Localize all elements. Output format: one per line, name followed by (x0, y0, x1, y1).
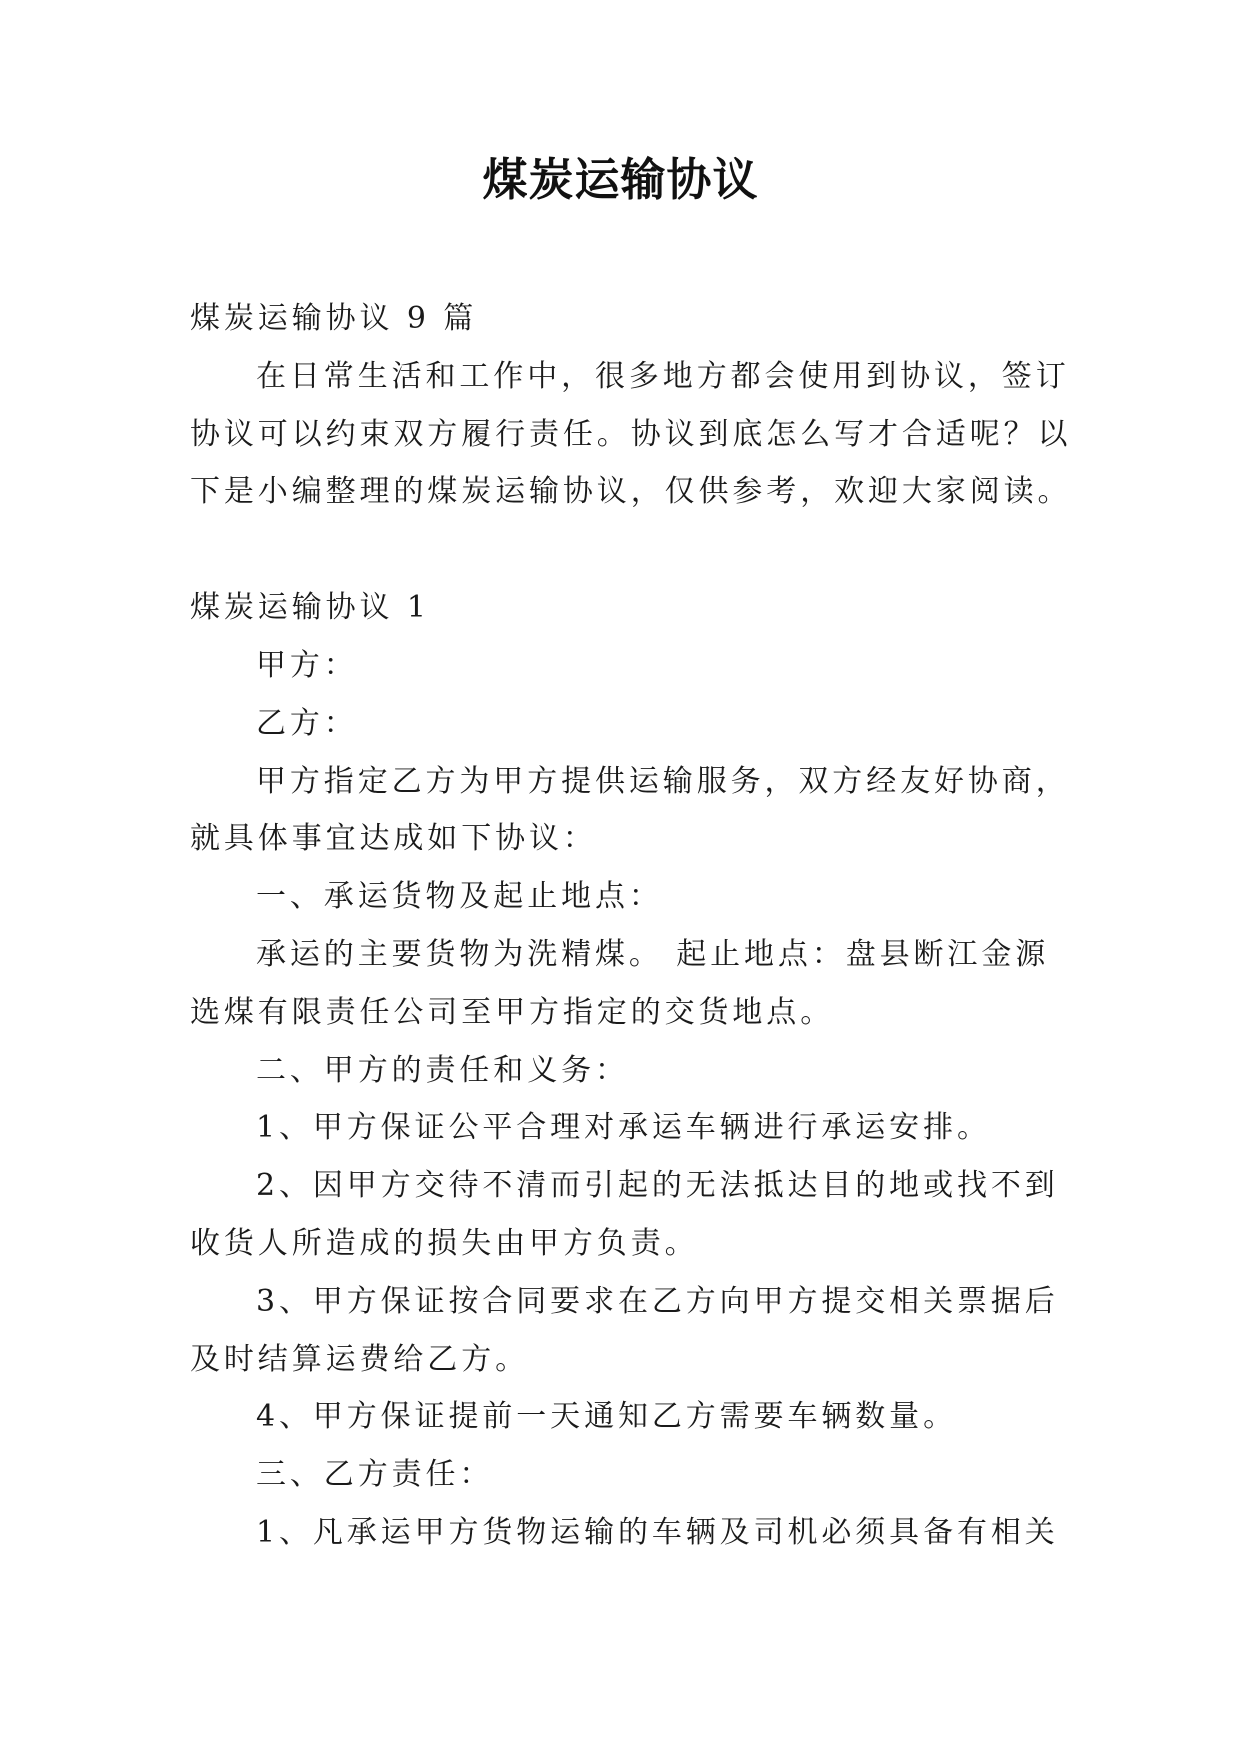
paragraph-line: 收货人所造成的损失由甲方负责。 (190, 1225, 699, 1261)
paragraph-line: 及时结算运费给乙方。 (190, 1341, 529, 1377)
document-body (190, 290, 1072, 1562)
paragraph-line: 乙方： (256, 705, 358, 741)
paragraph-line: 甲方： (256, 647, 358, 683)
paragraph-line: 承运的主要货物为洗精煤。 起止地点：盘县断江金源 (256, 936, 1050, 972)
paragraph-line: 4、甲方保证提前一天通知乙方需要车辆数量。 (256, 1399, 957, 1435)
paragraph-line: 选煤有限责任公司至甲方指定的交货地点。 (190, 994, 835, 1030)
paragraph-line: 一、承运货物及起止地点： (256, 879, 663, 915)
paragraph-line: 就具体事宜达成如下协议： (190, 821, 597, 857)
document-title: 煤炭运输协议 (482, 153, 759, 206)
paragraph-line: 在日常生活和工作中，很多地方都会使用到协议，签订 (256, 358, 1070, 394)
paragraph-line: 甲方指定乙方为甲方提供运输服务，双方经友好协商， (256, 763, 1070, 799)
section-heading: 煤炭运输协议 1 (190, 590, 430, 626)
paragraph-line: 协议可以约束双方履行责任。协议到底怎么写才合适呢？以 (190, 416, 1072, 452)
paragraph-gap (190, 521, 1050, 579)
paragraph-line: 下是小编整理的煤炭运输协议，仅供参考，欢迎大家阅读。 (190, 474, 1072, 510)
paragraph-line: 三、乙方责任： (256, 1457, 494, 1493)
paragraph-line: 煤炭运输协议 9 篇 (190, 301, 478, 336)
paragraph-line: 二、甲方的责任和义务： (256, 1052, 629, 1088)
paragraph-line: 1、凡承运甲方货物运输的车辆及司机必须具备有相关 (256, 1514, 1059, 1550)
paragraph-line: 2、因甲方交待不清而引起的无法抵达目的地或找不到 (256, 1168, 1059, 1204)
paragraph-line: 1、甲方保证公平合理对承运车辆进行承运安排。 (256, 1110, 991, 1146)
paragraph-line: 3、甲方保证按合同要求在乙方向甲方提交相关票据后 (256, 1283, 1059, 1319)
